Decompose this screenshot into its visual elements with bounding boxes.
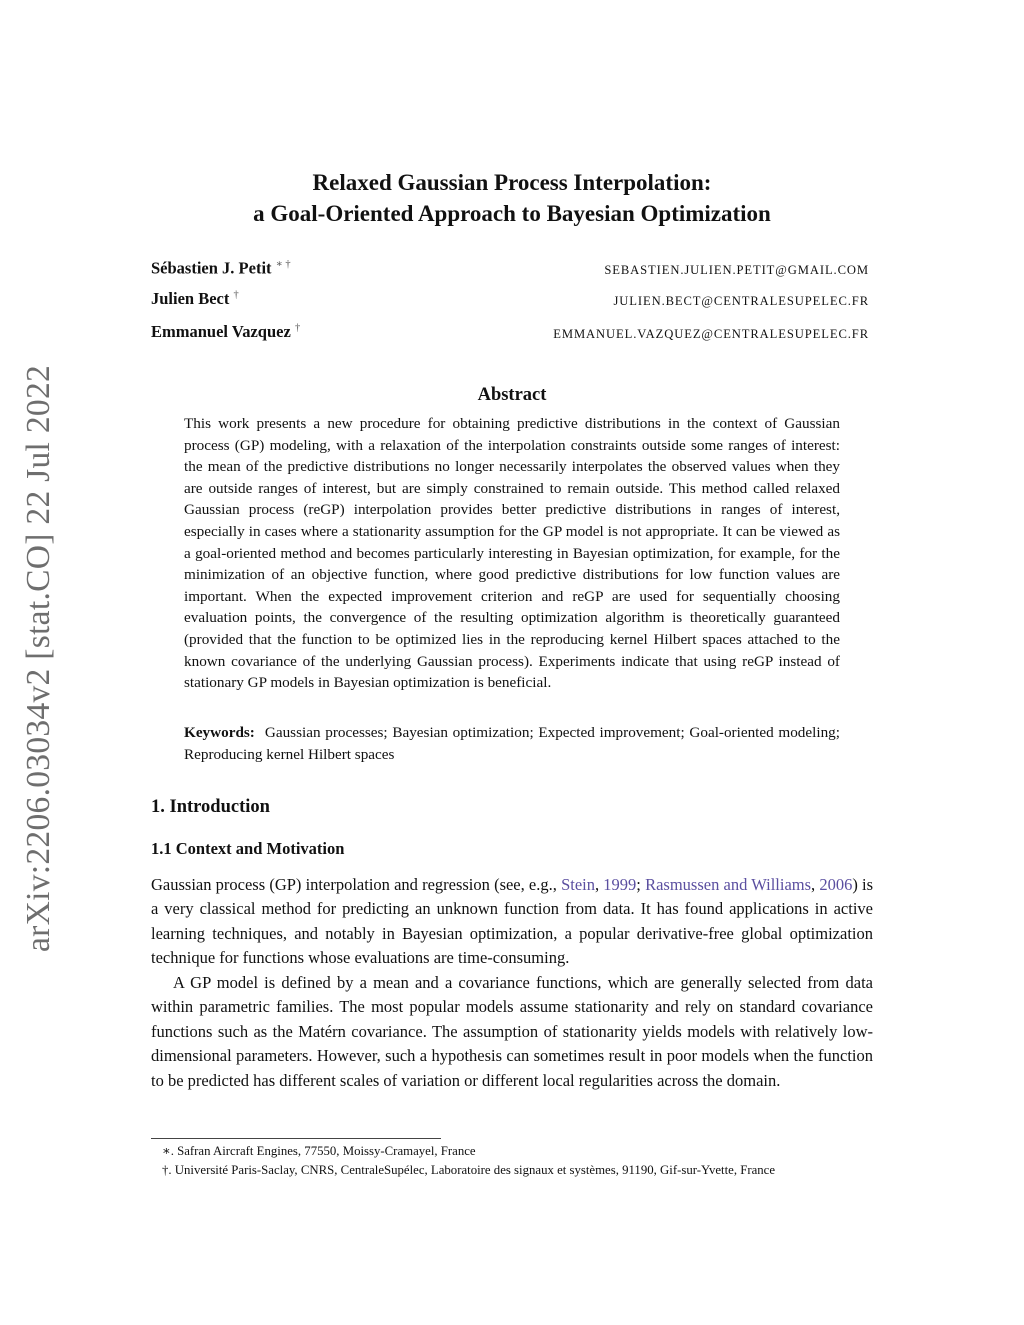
author-vazquez [151, 322, 300, 342]
punctuation: ; [636, 875, 646, 894]
citation-rasmussen-year[interactable]: 2006 [819, 875, 853, 894]
abstract-heading: Abstract [477, 385, 547, 405]
subsection-heading: 1.1 Context and Motivation [151, 839, 345, 858]
punctuation: , [594, 875, 604, 894]
affiliation-marks: ∗ † [275, 259, 291, 270]
author-bect [151, 289, 239, 309]
keywords [184, 722, 840, 765]
paper-title-line2: a Goal-Oriented Approach to Bayesian Optimization [253, 201, 771, 226]
arxiv-identifier: arXiv:2206.03034v2 [stat.CO] 22 Jul 2022 [20, 364, 57, 952]
citation-rasmussen[interactable]: Rasmussen and Williams [645, 875, 812, 894]
email-vazquez[interactable]: EMMANUEL.VAZQUEZ@CENTRALESUPELEC.FR [553, 327, 869, 341]
author-petit [151, 258, 291, 279]
author-name: Emmanuel Vazquez [151, 322, 291, 341]
paragraph-text: Gaussian process (GP) interpolation and regression (see, e.g., [151, 875, 562, 894]
footnote-divider [151, 1138, 441, 1139]
intro-paragraph-2: A GP model is defined by a mean and a covariance functions, which are generally selected from data within parametric families. The most popular models assume stationarity and rely on standard covariance functions such as the Matérn covariance. The assumption of stationarity yields models with relatively low-dimensional parameters. However, such a hypothesis can sometimes result in poor models when the function to be predicted has different scales of variation or different local regularities across the domain. [151, 973, 873, 1090]
author-name: Sébastien J. Petit [151, 258, 272, 278]
abstract-text: This work presents a new procedure for obtaining predictive distributions in the context of Gaussian process (GP) modeling, with a relaxation of the interpolation constraints outside some ranges of interest: the mean of the predictive distributions no longer necessarily interpolates the observed values when they are outside ranges of interest, but are simply constrained to remain outside. This method called relaxed Gaussian process (reGP) interpolation provides better predictive distributions in ranges of interest, especially in cases where a stationarity assumption for the GP model is not appropriate. It can be viewed as a goal-oriented method and becomes particularly interesting in Bayesian optimization, for example, for the minimization of an objective function, where good predictive distributions for low function values are important. When the expected improvement criterion and reGP are used for sequentially choosing evaluation points, the convergence of the resulting optimization algorithm is theoretically guaranteed (provided that the function to be optimized lies in the reproducing kernel Hilbert spaces attached to the known covariance of the underlying Gaussian process). Experiments indicate that using reGP instead of stationary GP models in Bayesian optimization is beneficial. [184, 415, 840, 692]
paper-title-line1: Relaxed Gaussian Process Interpolation: [312, 170, 712, 195]
footnote-1: ∗. Safran Aircraft Engines, 77550, Moissy-Cramayel, France [162, 1144, 476, 1158]
keywords-label: Keywords: [184, 724, 255, 741]
citation-stein[interactable]: Stein [561, 875, 595, 894]
keywords-text: Gaussian processes; Bayesian optimization; Expected improvement; Goal-oriented modeling; Reproducing kernel Hilbert spaces [184, 724, 840, 763]
affiliation-marks: † [233, 289, 239, 301]
author-name: Julien Bect [151, 289, 230, 308]
paragraph-text: ) is a very classical method for predicting an unknown function from data. It has found applications in active learning techniques, and notably in Bayesian optimization, a popular derivative-free global optimization technique for functions whose evaluations are time-consuming. [151, 875, 874, 968]
email-bect[interactable]: JULIEN.BECT@CENTRALESUPELEC.FR [613, 294, 869, 308]
citation-stein-year[interactable]: 1999 [603, 875, 637, 894]
footnote-2: †. Université Paris-Saclay, CNRS, CentraleSupélec, Laboratoire des signaux et systèmes, 91190, Gif-sur-Yvette, France [162, 1163, 776, 1177]
punctuation: , [811, 875, 820, 894]
affiliation-marks: † [294, 322, 301, 334]
section-heading: 1. Introduction [151, 797, 270, 817]
email-petit[interactable]: SEBASTIEN.JULIEN.PETIT@GMAIL.COM [604, 263, 869, 277]
intro-paragraph-1 [151, 873, 873, 971]
